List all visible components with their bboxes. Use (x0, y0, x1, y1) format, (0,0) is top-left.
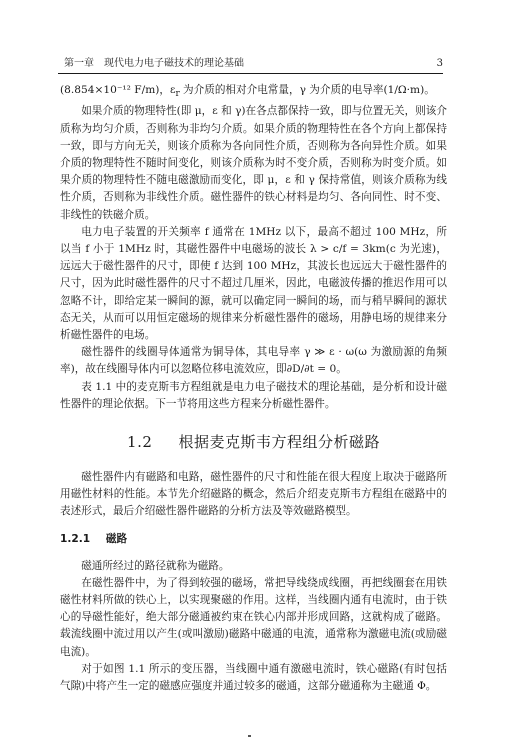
subsection-heading (60, 531, 447, 548)
paragraph-media-properties: 如果介质的物理特性(即 μ，ε 和 γ)在各点都保持一致，即与位置无关，则该介质称为均匀介质，否则称为非均匀介质。如果介质的物理特性在各个方向上都保持一致，即与方向无关，则该介质称为各向同性介质，否则称为各向异性介质。如果介质的物理特性不随时间变化，则该介质称为时不变介质，否则称为时变介质。如果介质的物理特性不随电磁激励而变化，即 μ，ε 和 γ 保持常值，则该介质称为线性介质，否则称为非线性介质。磁性器件的铁心材料是均匀、各向同性、时不变、非线性的铁磁介质。 (60, 105, 447, 221)
paragraph-magnetic-circuit: 在磁性器件中，为了得到较强的磁场，常把导线绕成线圈，再把线圈套在用铁磁性材料所做的铁心上，以实现聚磁的作用。这样，当线圈内通有电流时，由于铁心的导磁性能好，绝大部分磁通被约束在铁心内部并形成回路，这就构成了磁路。载流线圈中流过用以产生(或叫激励)磁路中磁通的电流，通常称为激磁电流(或励磁电流)。 (60, 576, 447, 658)
section-title: 根据麦克斯韦方程组分析磁路 (178, 432, 380, 451)
paragraph-switching-frequency: 电力电子装置的开关频率 f 通常在 1MHz 以下，最高不超过 100 MHz，所以当 f 小于 1MHz 时，其磁性器件中电磁场的波长 λ > c/f = 3km(c 为光速)，远远大于磁性器件的尺寸，即使 f 达到 100 MHz，其波长也远远大于磁性器件的尺寸，因为此时磁性器件的尺寸不超过几厘米，因此，电磁波传播的推迟作用可以忽略不计，即给定某一瞬间的源，就可以确定同一瞬间的场，而与稍早瞬间的源状态无关，从而可以用恒定磁场的规律来分析磁性器件的磁场，用静电场的规律来分析磁性器件的电场。 (60, 225, 447, 341)
paragraph-main-flux: 对于如图 1.1 所示的变压器，当线圈中通有激磁电流时，铁心磁路(有时包括气隙)中将产生一定的磁感应强度并通过较多的磁通，这部分磁通称为主磁通 Φ。 (60, 662, 447, 692)
page-number: 3 (436, 58, 443, 69)
paragraph-coil-conductor: 磁性器件的线圈导体通常为铜导体，其电导率 γ ≫ ε · ω(ω 为激励源的角频率)，故在线圈导体内可以忽略位移电流效应，即∂D/∂t = 0。 (60, 346, 447, 376)
section-heading (60, 431, 447, 453)
section-number: 1.2 (127, 432, 153, 451)
subsection-number: 1.2.1 (60, 532, 91, 545)
chapter-heading: 第一章 现代电力电子磁技术的理论基础 (64, 58, 244, 69)
section-intro-paragraph: 磁性器件内有磁路和电路，磁性器件的尺寸和性能在很大程度上取决于磁路所用磁性材料的性能。本节先介绍磁路的概念，然后介绍麦克斯韦方程组在磁路中的表述形式，最后介绍磁性器件磁路的分析方法及等效磁路模型。 (60, 470, 447, 518)
page-mark (248, 735, 251, 737)
page-body (60, 82, 447, 695)
running-head (58, 56, 443, 72)
paragraph-maxwell-basis: 表 1.1 中的麦克斯韦方程组就是电力电子磁技术的理论基础，是分析和设计磁性器件的理论依据。下一节将用这些方程来分析磁性器件。 (60, 380, 447, 410)
paragraph-continuation: (8.854×10⁻¹² F/m)，$\varepsilon_r$ 为介质的相对介电常量，γ 为介质的电导率(1/Ω·m)。 (60, 84, 435, 100)
header-rule (58, 73, 443, 74)
paragraph-magnetic-path-definition: 磁通所经过的路径就称为磁路。 (81, 559, 230, 572)
subsection-title: 磁路 (105, 532, 128, 545)
